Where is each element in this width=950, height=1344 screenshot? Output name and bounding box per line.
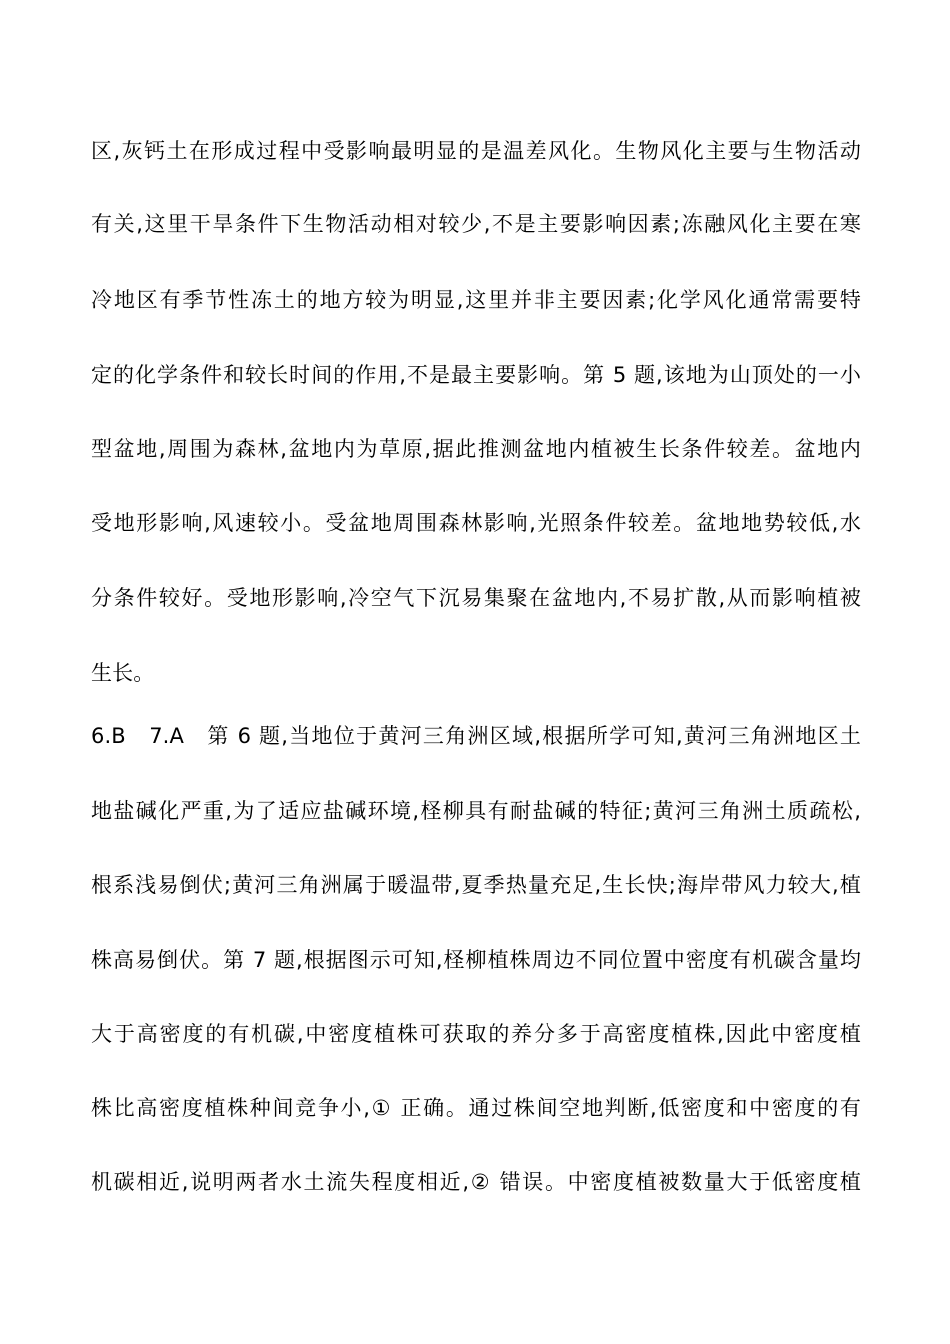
text-line: 生长。 [91,661,155,685]
text-line: 地盐碱化严重,为了适应盐碱环境,柽柳具有耐盐碱的特征;黄河三角洲土质疏松, [91,799,861,823]
text-line: 机碳相近,说明两者水土流失程度相近,② 错误。中密度植被数量大于低密度植 [91,1170,861,1194]
text-line: 6.B 7.A 第 6 题,当地位于黄河三角洲区域,根据所学可知,黄河三角洲地区土 [91,724,861,748]
text-line: 冷地区有季节性冻土的地方较为明显,这里并非主要因素;化学风化通常需要特 [91,288,861,312]
text-line: 区,灰钙土在形成过程中受影响最明显的是温差风化。生物风化主要与生物活动 [91,139,861,163]
text-line: 株比高密度植株种间竞争小,① 正确。通过株间空地判断,低密度和中密度的有 [91,1096,861,1120]
text-line: 定的化学条件和较长时间的作用,不是最主要影响。第 5 题,该地为山顶处的一小 [91,363,861,387]
text-line: 株高易倒伏。第 7 题,根据图示可知,柽柳植株周边不同位置中密度有机碳含量均 [91,948,861,972]
text-line: 根系浅易倒伏;黄河三角洲属于暖温带,夏季热量充足,生长快;海岸带风力较大,植 [91,873,861,897]
text-line: 受地形影响,风速较小。受盆地周围森林影响,光照条件较差。盆地地势较低,水 [91,511,861,535]
text-line: 分条件较好。受地形影响,冷空气下沉易集聚在盆地内,不易扩散,从而影响植被 [91,586,861,610]
text-line: 型盆地,周围为森林,盆地内为草原,据此推测盆地内植被生长条件较差。盆地内 [91,437,861,461]
text-line: 大于高密度的有机碳,中密度植株可获取的养分多于高密度植株,因此中密度植 [91,1022,861,1046]
text-line: 有关,这里干旱条件下生物活动相对较少,不是主要影响因素;冻融风化主要在寒 [91,212,861,236]
